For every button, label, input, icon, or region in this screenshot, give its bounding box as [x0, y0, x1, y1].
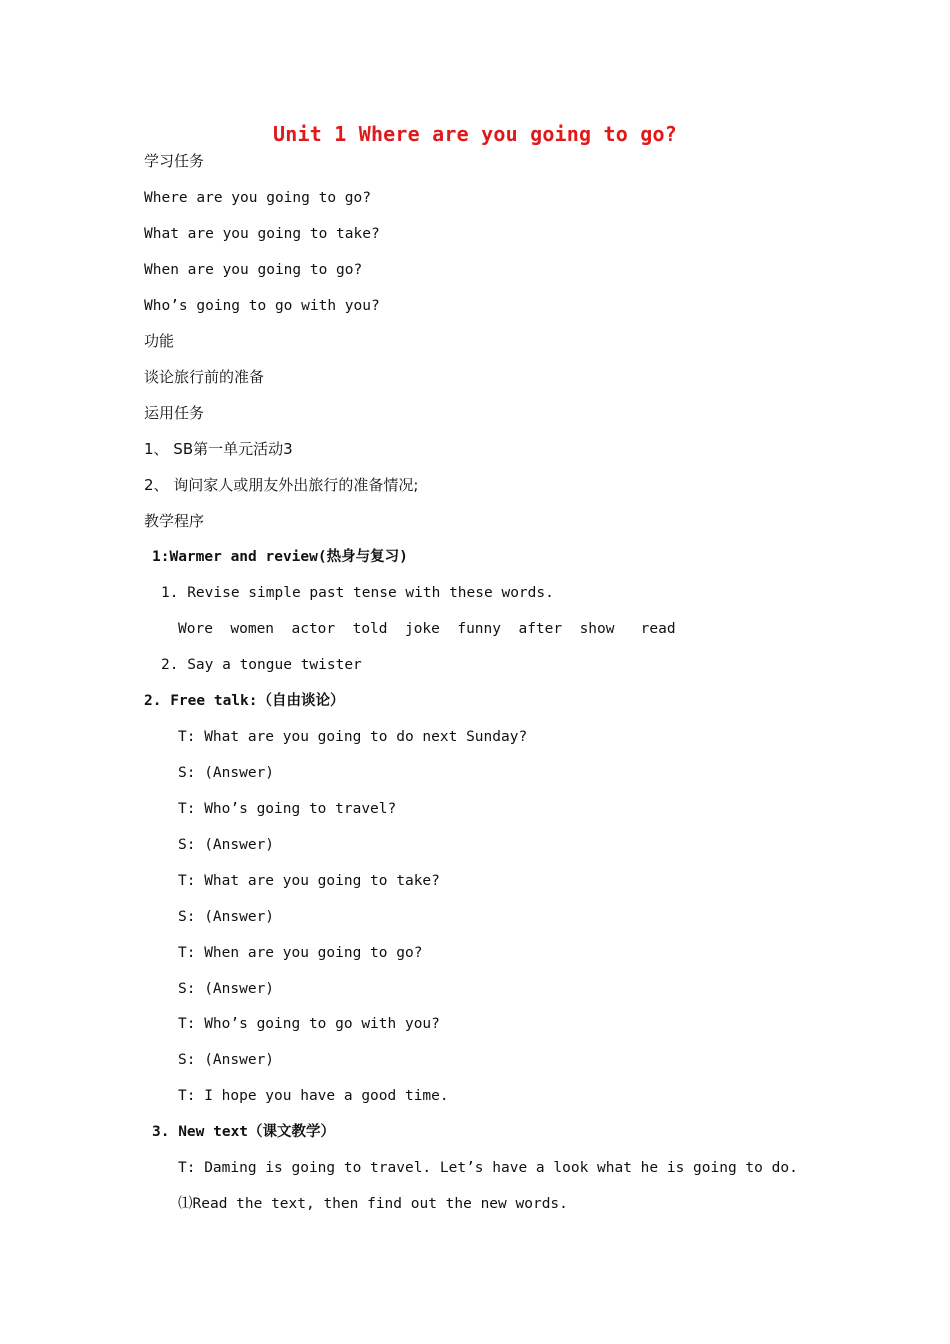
task-item: When are you going to go? [144, 262, 363, 278]
dialogue-line: T: Who’s going to travel? [178, 801, 397, 817]
task-item: Where are you going to go? [144, 190, 371, 206]
dialogue-line: S: (Answer) [178, 837, 275, 853]
procedure-heading: 教学程序 [144, 512, 205, 530]
tasks-heading: 学习任务 [144, 152, 205, 170]
task-item: Who’s going to go with you? [144, 298, 380, 314]
dialogue-line: S: (Answer) [178, 765, 275, 781]
dialogue-line: T: When are you going to go? [178, 945, 423, 961]
dialogue-line: S: (Answer) [178, 1052, 275, 1068]
function-heading: 功能 [144, 332, 175, 350]
function-text: 谈论旅行前的准备 [144, 368, 265, 386]
dialogue-line: T: What are you going to do next Sunday? [178, 729, 528, 745]
dialogue-line: S: (Answer) [178, 981, 275, 997]
dialogue-line: T: I hope you have a good time. [178, 1088, 449, 1104]
dialogue-line: T: Who’s going to go with you? [178, 1016, 440, 1032]
step3-heading: 3. New text（课文教学） [152, 1124, 336, 1140]
use-heading: 运用任务 [144, 404, 205, 422]
step3-line: ⑴Read the text, then find out the new words. [178, 1196, 568, 1212]
use-item: 2、 询问家人或朋友外出旅行的准备情况; [144, 476, 419, 494]
step2-heading: 2. Free talk:（自由谈论） [144, 693, 345, 709]
step1-word-list: Wore women actor told joke funny after show read [178, 621, 676, 637]
task-item: What are you going to take? [144, 226, 380, 242]
document-title: Unit 1 Where are you going to go? [273, 122, 677, 146]
step1-heading: 1:Warmer and review(热身与复习) [152, 549, 408, 565]
dialogue-line: T: What are you going to take? [178, 873, 440, 889]
dialogue-line: S: (Answer) [178, 909, 275, 925]
step3-line: T: Daming is going to travel. Let’s have a look what he is going to do. [178, 1160, 798, 1176]
use-item: 1、 SB第一单元活动3 [144, 440, 293, 458]
step1-item: 1. Revise simple past tense with these words. [161, 585, 554, 601]
step1-item: 2. Say a tongue twister [161, 657, 362, 673]
